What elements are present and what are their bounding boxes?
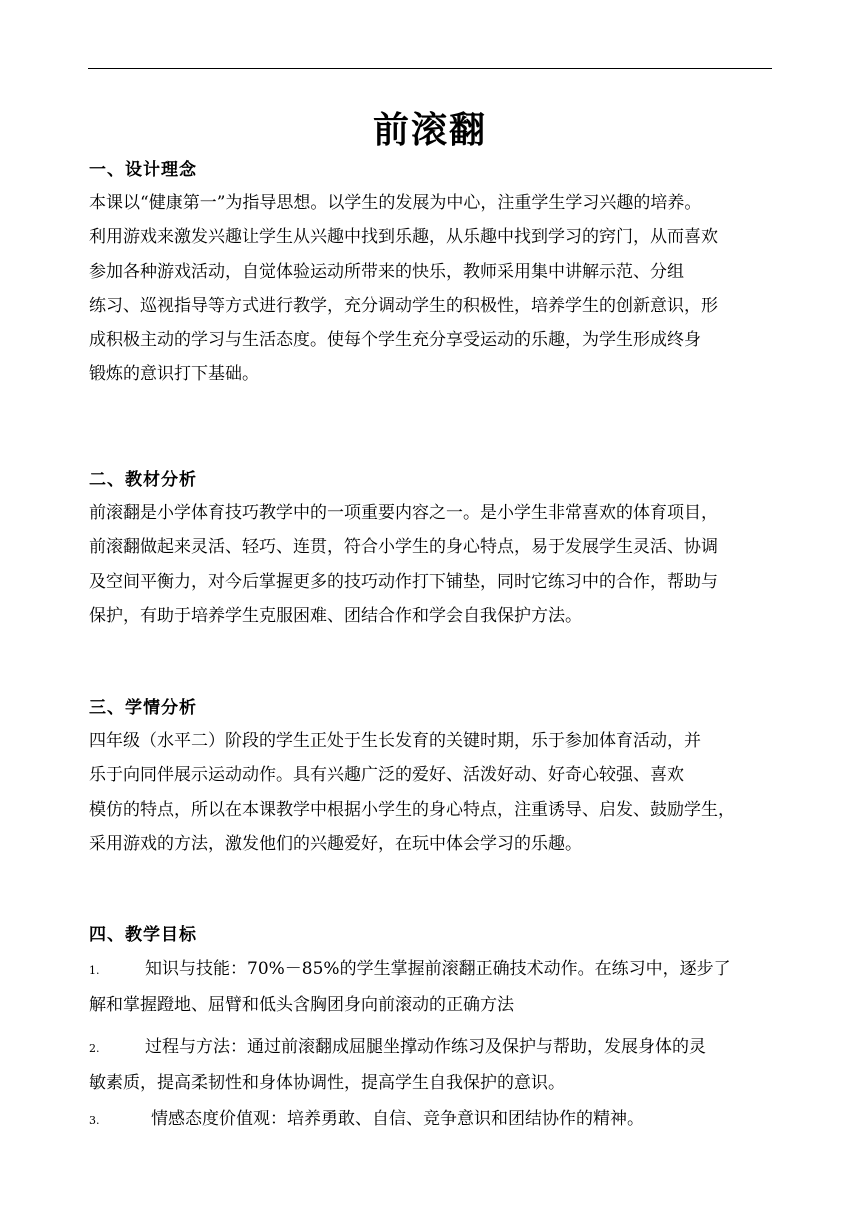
objective-text: 知识与技能：70%－85%的学生掌握前滚翻正确技术动作。在练习中，逐步了 xyxy=(145,959,731,979)
section-heading-design-concept: 一、设计理念 xyxy=(89,160,197,180)
objective-item xyxy=(89,1102,775,1138)
paragraph-line: 利用游戏来激发兴趣让学生从兴趣中找到乐趣，从乐趣中找到学习的窍门，从而喜欢 xyxy=(89,227,718,248)
paragraph-line: 保护，有助于培养学生克服困难、团结合作和学会自我保护方法。 xyxy=(89,605,582,626)
paragraph-line: 模仿的特点，所以在本课教学中根据小学生的身心特点，注重诱导、启发、鼓励学生， xyxy=(89,799,735,820)
paragraph-line: 锻炼的意识打下基础。 xyxy=(89,364,259,385)
objective-line xyxy=(89,1102,775,1138)
paragraph-line: 及空间平衡力，对今后掌握更多的技巧动作打下铺垫，同时它练习中的合作，帮助与 xyxy=(89,571,718,592)
objective-number: 1. xyxy=(89,964,100,977)
paragraph-line: 参加各种游戏活动，自觉体验运动所带来的快乐，教师采用集中讲解示范、分组 xyxy=(89,261,684,282)
paragraph-line: 练习、巡视指导等方式进行教学，充分调动学生的积极性，培养学生的创新意识，形 xyxy=(89,295,718,316)
objective-number: 2. xyxy=(89,1042,100,1055)
objective-line xyxy=(89,1030,775,1066)
section-heading-material-analysis: 二、教材分析 xyxy=(89,470,197,490)
objective-item xyxy=(89,1030,775,1101)
objective-line: 解和掌握蹬地、屈臂和低头含胸团身向前滚动的正确方法 xyxy=(89,995,514,1016)
document-title: 前滚翻 xyxy=(372,109,487,151)
objective-item xyxy=(89,952,775,1023)
paragraph-line: 乐于向同伴展示运动动作。具有兴趣广泛的爱好、活泼好动、好奇心较强、喜欢 xyxy=(89,765,684,786)
paragraph-line: 前滚翻是小学体育技巧教学中的一项重要内容之一。是小学生非常喜欢的体育项目， xyxy=(89,503,718,523)
section-heading-teaching-objectives: 四、教学目标 xyxy=(89,925,197,945)
paragraph-line: 成积极主动的学习与生活态度。使每个学生充分享受运动的乐趣，为学生形成终身 xyxy=(89,330,701,351)
section-body-material-analysis xyxy=(89,496,775,633)
paragraph-line: 四年级（水平二）阶段的学生正处于生长发育的关键时期，乐于参加体育活动，并 xyxy=(89,731,701,751)
objective-line xyxy=(89,952,775,988)
objective-number: 3. xyxy=(89,1114,100,1127)
paragraph-line: 采用游戏的方法，激发他们的兴趣爱好，在玩中体会学习的乐趣。 xyxy=(89,833,582,854)
section-body-design-concept xyxy=(89,186,775,392)
section-heading-learner-analysis: 三、学情分析 xyxy=(89,698,197,718)
paragraph-line: 本课以“健康第一”为指导思想。以学生的发展为中心，注重学生学习兴趣的培养。 xyxy=(89,193,702,213)
section-body-learner-analysis xyxy=(89,724,775,861)
header-rule xyxy=(88,68,772,69)
objective-text: 过程与方法：通过前滚翻成屈腿坐撑动作练习及保护与帮助，发展身体的灵 xyxy=(145,1037,706,1057)
paragraph-line: 前滚翻做起来灵活、轻巧、连贯，符合小学生的身心特点，易于发展学生灵活、协调 xyxy=(89,537,718,558)
objective-line: 敏素质，提高柔韧性和身体协调性，提高学生自我保护的意识。 xyxy=(89,1073,565,1094)
objective-text: 情感态度价值观：培养勇敢、自信、竞争意识和团结协作的精神。 xyxy=(151,1109,644,1129)
